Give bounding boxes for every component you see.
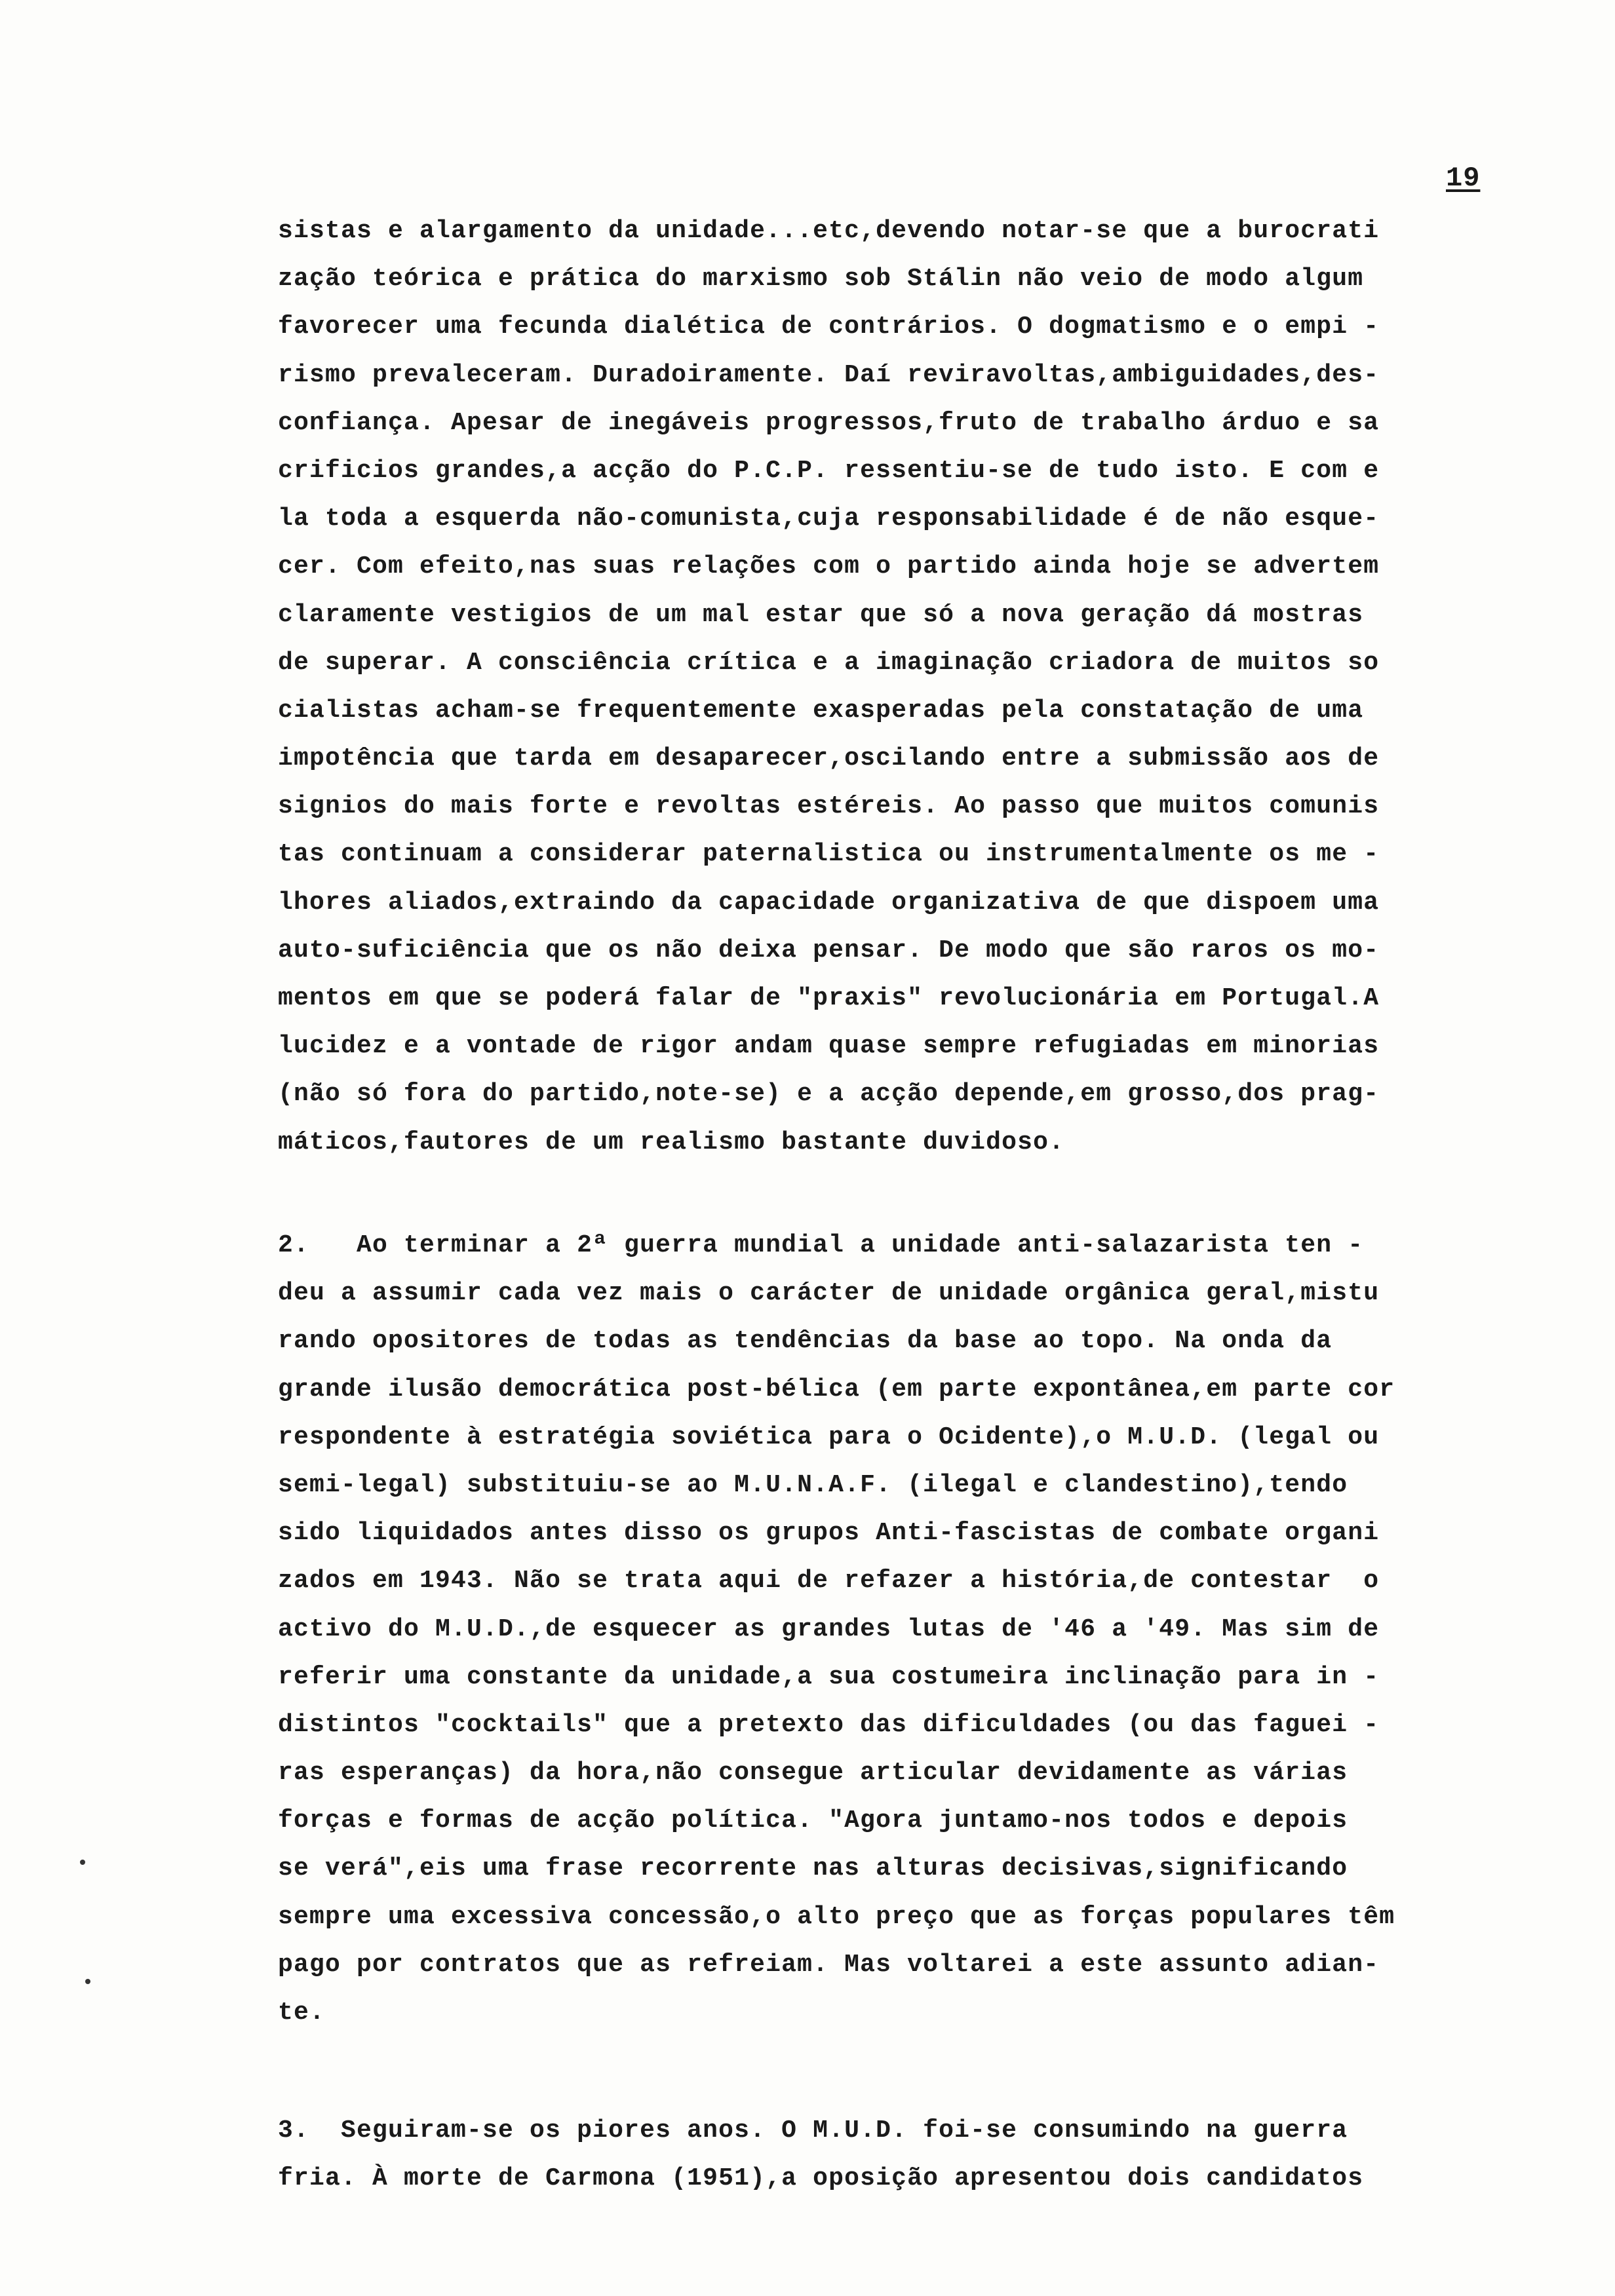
- text-line: auto-suficiência que os não deixa pensar. De modo que são raros os mo-: [278, 936, 1380, 965]
- text-line: zação teórica e prática do marxismo sob Stálin não veio de modo algum: [278, 265, 1364, 294]
- text-line: deu a assumir cada vez mais o carácter de unidade orgânica geral,mistu: [278, 1279, 1380, 1308]
- text-line: 3. Seguiram-se os piores anos. O M.U.D. foi-se consumindo na guerra: [278, 2116, 1348, 2145]
- text-line: mentos em que se poderá falar de "praxis" revolucionária em Portugal.A: [278, 984, 1380, 1012]
- text-line: máticos,fautores de um realismo bastante duvidoso.: [278, 1128, 1065, 1157]
- text-line: tas continuam a considerar paternalistica ou instrumentalmente os me -: [278, 840, 1380, 869]
- text-line: te.: [278, 1999, 326, 2027]
- text-line: ras esperanças) da hora,não consegue articular devidamente as várias: [278, 1759, 1348, 1788]
- text-line: (não só fora do partido,note-se) e a acção depende,em grosso,dos prag-: [278, 1080, 1380, 1109]
- text-line: cialistas acham-se frequentemente exasperadas pela constatação de uma: [278, 696, 1364, 725]
- text-line: de superar. A consciência crítica e a imaginação criadora de muitos so: [278, 648, 1380, 677]
- text-line: forças e formas de acção política. "Agora juntamo-nos todos e depois: [278, 1807, 1348, 1835]
- paragraph-2: [278, 1221, 1497, 2037]
- text-line: confiança. Apesar de inegáveis progressos,fruto de trabalho árduo e sa: [278, 408, 1380, 437]
- text-line: respondente à estratégia soviética para o Ocidente),o M.U.D. (legal ou: [278, 1423, 1380, 1451]
- text-line: sempre uma excessiva concessão,o alto preço que as forças populares têm: [278, 1902, 1395, 1931]
- text-line: fria. À morte de Carmona (1951),a oposição apresentou dois candidatos: [278, 2164, 1364, 2193]
- text-line: rando opositores de todas as tendências da base ao topo. Na onda da: [278, 1327, 1333, 1356]
- text-line: semi-legal) substituiu-se ao M.U.N.A.F. (ilegal e clandestino),tendo: [278, 1470, 1348, 1499]
- text-line: zados em 1943. Não se trata aqui de refazer a história,de contestar o: [278, 1567, 1380, 1596]
- text-line: sido liquidados antes disso os grupos Anti-fascistas de combate organi: [278, 1519, 1380, 1548]
- margin-speck: [80, 1860, 85, 1865]
- text-line: favorecer uma fecunda dialética de contrários. O dogmatismo e o empi -: [278, 313, 1380, 341]
- text-line: claramente vestigios de um mal estar que só a nova geração dá mostras: [278, 600, 1364, 629]
- text-line: referir uma constante da unidade,a sua costumeira inclinação para in -: [278, 1662, 1380, 1691]
- text-line: rismo prevaleceram. Duradoiramente. Daí reviravoltas,ambiguidades,des-: [278, 360, 1380, 389]
- page-number: 19: [1446, 163, 1481, 194]
- text-line: distintos "cocktails" que a pretexto das dificuldades (ou das faguei -: [278, 1710, 1380, 1739]
- text-line: activo do M.U.D.,de esquecer as grandes lutas de '46 a '49. Mas sim de: [278, 1615, 1380, 1643]
- text-line: la toda a esquerda não-comunista,cuja responsabilidade é de não esque-: [278, 505, 1380, 533]
- text-line: cer. Com efeito,nas suas relações com o partido ainda hoje se advertem: [278, 552, 1380, 581]
- text-line: pago por contratos que as refreiam. Mas voltarei a este assunto adian-: [278, 1950, 1380, 1979]
- text-line: sistas e alargamento da unidade...etc,devendo notar-se que a burocrati: [278, 217, 1380, 245]
- text-line: se verá",eis uma frase recorrente nas alturas decisivas,significando: [278, 1854, 1348, 1883]
- text-line: grande ilusão democrática post-bélica (em parte expontânea,em parte cor: [278, 1375, 1395, 1404]
- text-line: crificios grandes,a acção do P.C.P. ressentiu-se de tudo isto. E com e: [278, 456, 1380, 485]
- paragraph-3: [278, 2107, 1497, 2202]
- text-line: lhores aliados,extraindo da capacidade organizativa de que dispoem uma: [278, 888, 1380, 917]
- text-line: 2. Ao terminar a 2ª guerra mundial a unidade anti-salazarista ten -: [278, 1231, 1364, 1259]
- text-line: impotência que tarda em desaparecer,oscilando entre a submissão aos de: [278, 744, 1380, 773]
- text-line: lucidez e a vontade de rigor andam quase sempre refugiadas em minorias: [278, 1032, 1380, 1061]
- paragraph-1: [278, 207, 1497, 1166]
- text-line: signios do mais forte e revoltas estéreis. Ao passo que muitos comunis: [278, 792, 1380, 821]
- margin-speck: [85, 1979, 90, 1984]
